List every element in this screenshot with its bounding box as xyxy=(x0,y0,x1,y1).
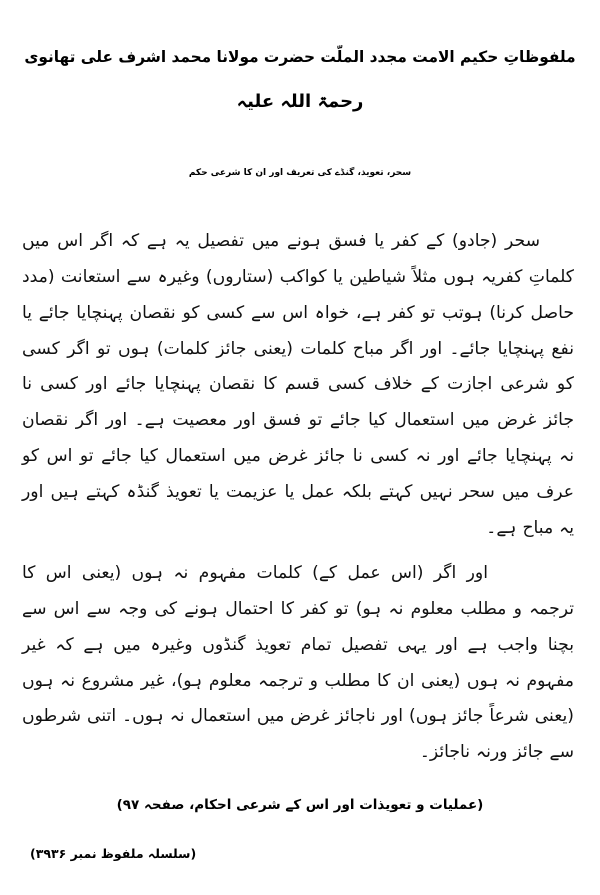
source-citation: (عملیات و تعویذات اور اس کے شرعی احکام، صفحہ ۹۷) xyxy=(116,796,484,813)
section-heading: سحر، تعویذ، گنڈے کی تعریف اور ان کا شرعی حکم xyxy=(188,168,412,179)
paragraph-1: سحر (جادو) کے کفر یا فسق ہونے میں تفصیل یہ ہے کہ اگر اس میں کلماتِ کفریہ ہوں مثلاً شیاطین یا کواکب (ستاروں) وغیرہ سے استعانت (مدد حاصل کرنا) ہوتب تو کفر ہے، خواہ اس سے کسی کو نقصان پہنچایا جائے یا نفع پہنچایا جائے۔ اور اگر مباح کلمات (یعنی جائز کلمات) ہوں تو اگر کسی کو شرعی اجازت کے خلاف کسی قسم کا نقصان پہنچایا جائے اور کسی نا جائز غرض میں استعمال کیا جائے تو فسق اور معصیت ہے۔ اور اگر نقصان نہ پہنچایا جائے اور نہ کسی نا جائز غرض میں استعمال کیا جائے تو اس کو عرف میں سحر نہیں کہتے بلکہ عمل یا عزیمت یا تعویذ گنڈہ کہتے ہیں اور یہ مباح ہے۔ xyxy=(22,231,574,538)
paragraph-2: اور اگر (اس عمل کے) کلمات مفہوم نہ ہوں (یعنی اس کا ترجمہ و مطلب معلوم نہ ہو) تو کفر کا احتمال ہونے کی وجہ سے اس سے بچنا واجب ہے اور یہی تفصیل تمام تعویذ گنڈوں وغیرہ میں ہے کہ غیر مفہوم نہ ہوں (یعنی ان کا مطلب و ترجمہ معلوم ہو)، غیر مشروع نہ ہوں (یعنی شرعاً جائز ہوں) اور ناجائز غرض میں استعمال نہ ہوں۔ اتنی شرطوں سے جائز ورنہ ناجائز۔ xyxy=(22,563,574,763)
body-text xyxy=(0,224,600,771)
document-page xyxy=(0,46,600,895)
author-honorific: رحمۃ اللہ علیہ xyxy=(236,91,364,113)
title-block xyxy=(0,46,600,112)
malfuz-reference: (سلسلہ ملفوظ نمبر ۳۹۳۶) xyxy=(30,846,197,861)
page-title: ملفوظاتِ حکیم الامت مجدد الملّت حضرت مولانا محمد اشرف علی تھانوی xyxy=(24,48,576,66)
